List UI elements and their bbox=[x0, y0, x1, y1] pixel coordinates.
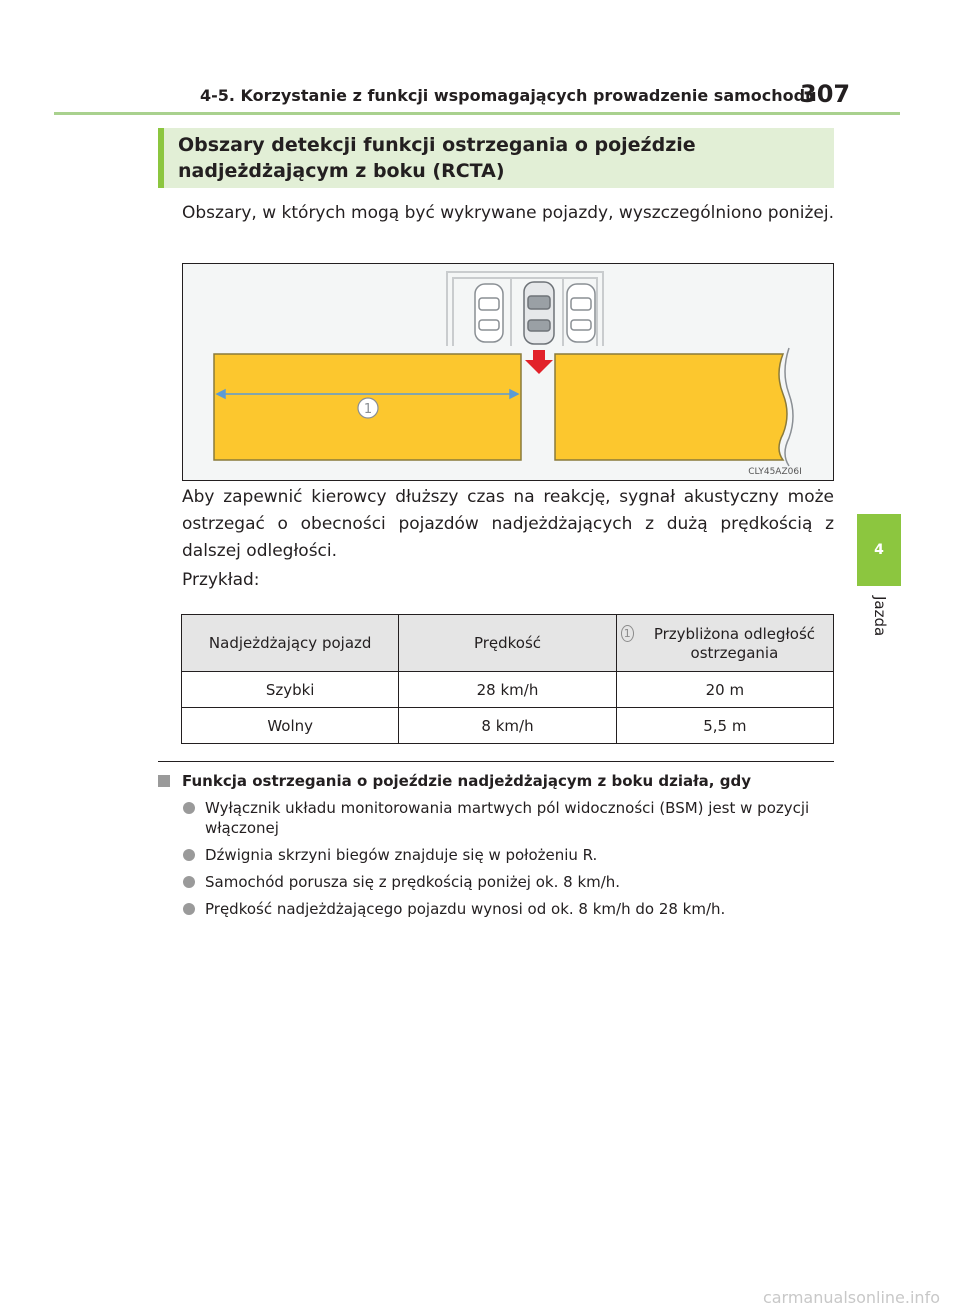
list-item-text: Dźwignia skrzyni biegów znajduje się w położeniu R. bbox=[205, 846, 598, 864]
reaction-time-paragraph: Aby zapewnić kierowcy dłuższy czas na reakcję, sygnał akustyczny może ostrzegać o obecności pojazdów nadjeżdżających z dużą prędkością z dalszej odległości. bbox=[182, 487, 834, 561]
reverse-direction-arrow-icon bbox=[525, 350, 553, 374]
chapter-label: Jazda bbox=[871, 596, 889, 637]
parked-car-icon bbox=[475, 284, 503, 342]
table-row bbox=[182, 708, 834, 744]
list-item bbox=[183, 798, 835, 838]
callout-1-icon: 1 bbox=[621, 625, 634, 642]
conditions-heading bbox=[158, 772, 834, 790]
table-row bbox=[182, 672, 834, 708]
bullet-dot-icon bbox=[183, 876, 195, 888]
list-item bbox=[183, 899, 835, 919]
list-item bbox=[183, 872, 835, 892]
header-distance bbox=[616, 615, 833, 672]
chapter-tab bbox=[857, 514, 901, 586]
header-distance-label: Przybliżona odległość ostrzegania bbox=[653, 625, 816, 662]
list-item-text: Prędkość nadjeżdżającego pojazdu wynosi od ok. 8 km/h do 28 km/h. bbox=[205, 900, 726, 918]
parked-car-icon bbox=[567, 284, 595, 342]
table-cell: 20 m bbox=[616, 672, 833, 708]
section-divider bbox=[158, 761, 834, 762]
section-heading: Obszary detekcji funkcji ostrzegania o pojeździe nadjeżdżającym z boku (RCTA) bbox=[158, 128, 834, 188]
bullet-dot-icon bbox=[183, 802, 195, 814]
square-bullet-icon bbox=[158, 775, 170, 787]
table-cell: 8 km/h bbox=[399, 708, 616, 744]
page-number: 307 bbox=[800, 80, 851, 108]
header-speed: Prędkość bbox=[399, 615, 616, 672]
header-rule bbox=[54, 112, 900, 115]
conditions-list bbox=[183, 798, 835, 926]
figure-code: CLY45AZ06I bbox=[748, 467, 802, 477]
table-cell: Szybki bbox=[182, 672, 399, 708]
running-header-title: 4-5. Korzystanie z funkcji wspomagających prowadzenie samochodu bbox=[200, 86, 817, 105]
conditions-heading-text: Funkcja ostrzegania o pojeździe nadjeżdżającym z boku działa, gdy bbox=[182, 772, 751, 790]
table-header-row bbox=[182, 615, 834, 672]
detection-area-figure bbox=[182, 263, 834, 481]
right-detection-zone bbox=[555, 354, 787, 460]
callout-1-icon bbox=[358, 398, 378, 418]
callout-1-label: 1 bbox=[363, 402, 373, 417]
bullet-dot-icon bbox=[183, 903, 195, 915]
watermark[interactable]: carmanualsonline.info bbox=[762, 1288, 940, 1307]
table-cell: 5,5 m bbox=[616, 708, 833, 744]
table-cell: 28 km/h bbox=[399, 672, 616, 708]
chapter-number: 4 bbox=[874, 542, 884, 558]
bullet-dot-icon bbox=[183, 849, 195, 861]
example-label: Przykład: bbox=[182, 570, 260, 590]
intro-paragraph: Obszary, w których mogą być wykrywane pojazdy, wyszczególniono poniżej. bbox=[182, 203, 834, 223]
warning-distance-table bbox=[181, 614, 834, 744]
list-item bbox=[183, 845, 835, 865]
own-car-icon bbox=[524, 282, 554, 344]
list-item-text: Wyłącznik układu monitorowania martwych pól widoczności (BSM) jest w pozycji włączonej bbox=[205, 799, 810, 837]
list-item-text: Samochód porusza się z prędkością poniżej ok. 8 km/h. bbox=[205, 873, 621, 891]
table-cell: Wolny bbox=[182, 708, 399, 744]
header-vehicle: Nadjeżdżający pojazd bbox=[182, 615, 399, 672]
